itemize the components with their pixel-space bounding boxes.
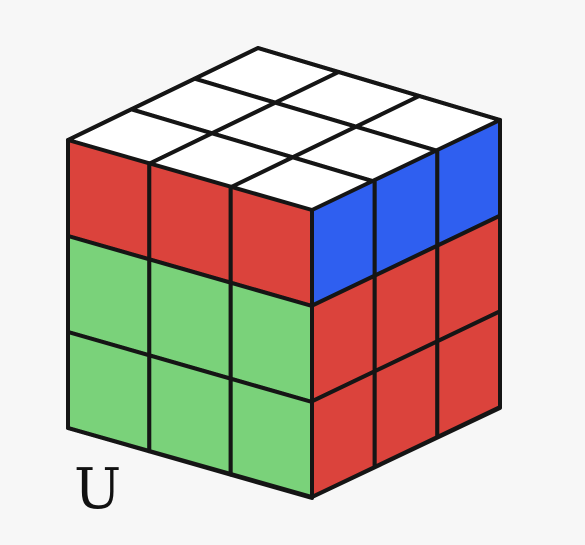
cube-stickers [68,48,500,498]
front-sticker-r3-c3 [231,379,312,498]
move-notation-label: U [74,457,122,522]
front-sticker-r3-c2 [149,355,230,474]
